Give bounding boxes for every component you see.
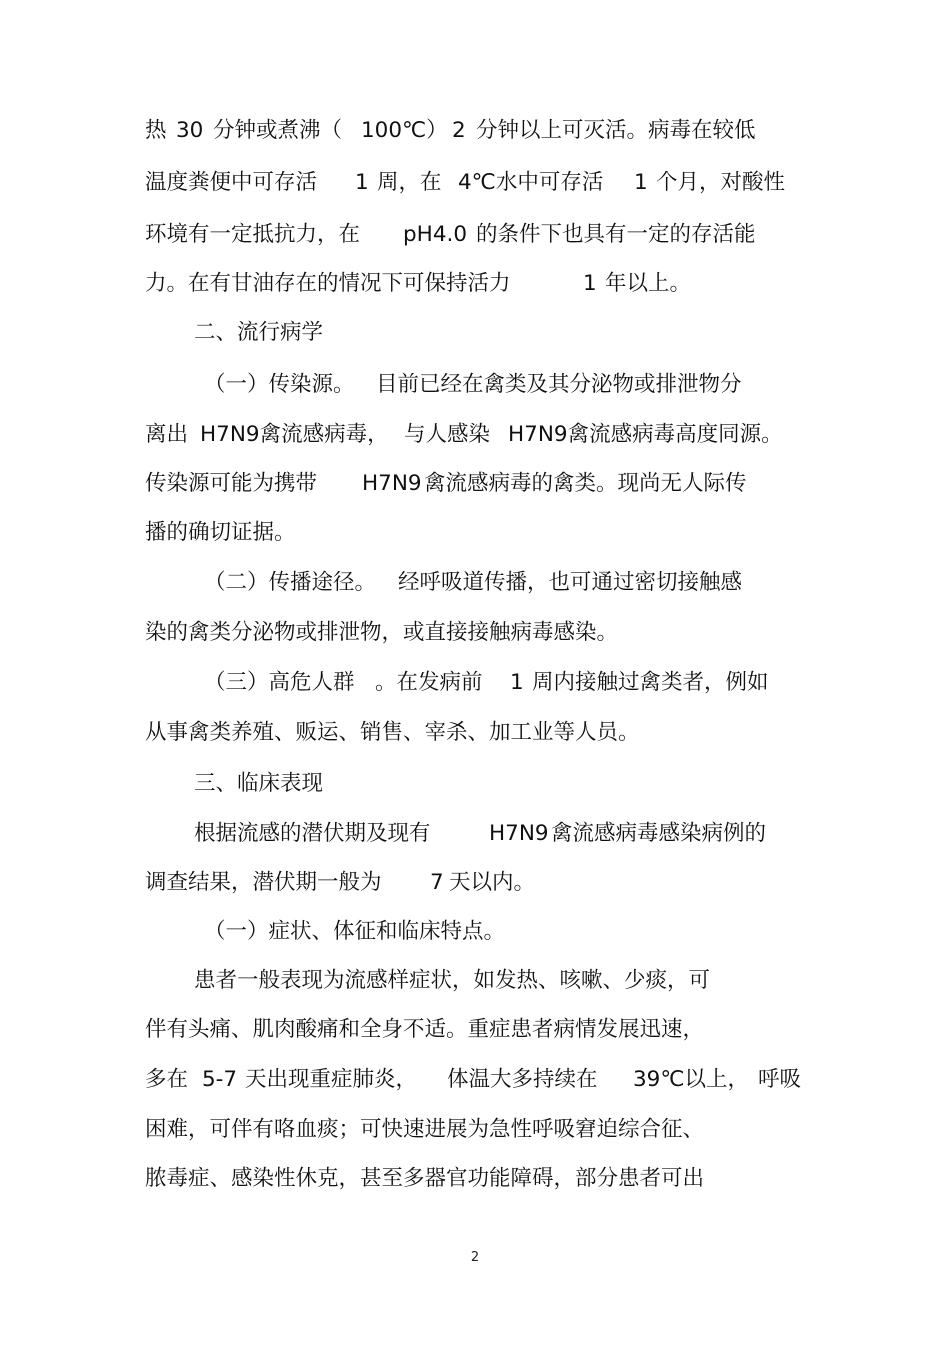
text-segment: 体温大多持续在: [447, 1067, 598, 1092]
text-segment: 多在: [145, 1067, 189, 1092]
text-segment: 染的禽类分泌物或排泄物，或直接接触病毒感染。: [145, 620, 619, 645]
text-line: [0, 1063, 950, 1097]
text-segment: 调查结果，潜伏期一般为: [145, 870, 382, 895]
text-segment: 周内接触过禽类者，例如: [532, 670, 769, 695]
text-segment: 天出现重症肺炎，: [245, 1067, 418, 1092]
text-line: [0, 1013, 950, 1047]
text-line: [0, 1162, 950, 1196]
text-segment: （一）症状、体征和临床特点。: [204, 919, 506, 944]
text-line: [0, 114, 950, 148]
text-line: [0, 964, 950, 998]
text-segment: 二、流行病学: [194, 320, 324, 345]
text-segment: 离出: [145, 422, 189, 447]
text-segment: （一）传染源。: [204, 372, 355, 397]
text-line: [0, 166, 950, 200]
text-segment: H7N9: [489, 821, 549, 846]
section-heading: [0, 767, 950, 801]
text-segment: 目前已经在禽类及其分泌物或排泄物分: [376, 372, 742, 397]
text-segment: 分钟以上可灭活。病毒在较低: [476, 118, 756, 143]
text-line: [0, 516, 950, 550]
text-line: [0, 616, 950, 650]
text-segment: 分钟或煮沸（: [213, 118, 343, 143]
text-segment: 患者一般表现为流感样症状，如发热、咳嗽、少痰，可: [194, 968, 711, 993]
text-segment: 温度粪便中可存活: [145, 170, 318, 195]
text-line: [0, 267, 950, 301]
text-line: [0, 418, 950, 452]
text-segment: 周，在: [377, 170, 442, 195]
text-line: [0, 368, 950, 402]
page-number: 2: [470, 1250, 480, 1265]
text-segment: 环境有一定抵抗力，在: [145, 222, 361, 247]
text-segment: 天以内。: [449, 870, 536, 895]
text-segment: 播的确切证据。: [145, 520, 296, 545]
text-line: [0, 218, 950, 252]
text-segment: 1: [355, 170, 369, 195]
text-segment: 1: [510, 670, 524, 695]
text-segment: H7N9: [362, 471, 422, 496]
text-line: [0, 566, 950, 600]
text-segment: H7N9禽流感病毒，: [200, 422, 389, 447]
text-segment: 从事禽类养殖、贩运、销售、宰杀、加工业等人员。: [145, 720, 640, 745]
text-segment: pH4.0: [403, 222, 468, 247]
text-segment: 的条件下也具有一定的存活能: [476, 222, 756, 247]
text-segment: 困难，可伴有咯血痰；可快速进展为急性呼吸窘迫综合征、: [145, 1117, 705, 1142]
text-segment: 100℃）: [361, 118, 448, 143]
text-segment: 年以上。: [605, 271, 692, 296]
text-line: [0, 817, 950, 851]
text-line: [0, 866, 950, 900]
text-segment: 传染源可能为携带: [145, 471, 318, 496]
text-segment: 伴有头痛、肌肉酸痛和全身不适。重症患者病情发展迅速，: [145, 1017, 705, 1042]
text-segment: 个月，对酸性: [656, 170, 786, 195]
text-segment: 2: [452, 118, 466, 143]
text-segment: 与人感染: [404, 422, 491, 447]
section-heading: [0, 316, 950, 350]
text-segment: 经呼吸道传播，也可通过密切接触感: [398, 570, 743, 595]
text-segment: （三）高危人群: [204, 670, 355, 695]
text-line: [0, 1113, 950, 1147]
text-segment: 39℃以上，: [633, 1067, 750, 1092]
text-segment: （二）传播途径。: [204, 570, 377, 595]
text-segment: 热: [145, 118, 167, 143]
text-segment: 禽流感病毒的禽类。现尚无人际传: [424, 471, 747, 496]
text-line: [0, 666, 950, 700]
text-line: [0, 467, 950, 501]
text-segment: H7N9禽流感病毒高度同源。: [508, 422, 783, 447]
text-segment: 脓毒症、感染性休克，甚至多器官功能障碍，部分患者可出: [145, 1166, 705, 1191]
text-line: [0, 915, 950, 949]
text-segment: 1: [583, 271, 597, 296]
text-segment: 力。在有甘油存在的情况下可保持活力: [145, 271, 511, 296]
text-segment: 。在发病前: [375, 670, 483, 695]
text-segment: 5-7: [202, 1067, 238, 1092]
text-segment: 4℃水中可存活: [458, 170, 604, 195]
text-segment: 1: [634, 170, 648, 195]
text-segment: 呼吸: [758, 1067, 802, 1092]
text-segment: 根据流感的潜伏期及现有: [194, 821, 431, 846]
text-line: [0, 716, 950, 750]
text-segment: 禽流感病毒感染病例的: [551, 821, 767, 846]
text-segment: 三、临床表现: [194, 771, 324, 796]
text-segment: 7: [430, 870, 444, 895]
text-segment: 30: [176, 118, 204, 143]
